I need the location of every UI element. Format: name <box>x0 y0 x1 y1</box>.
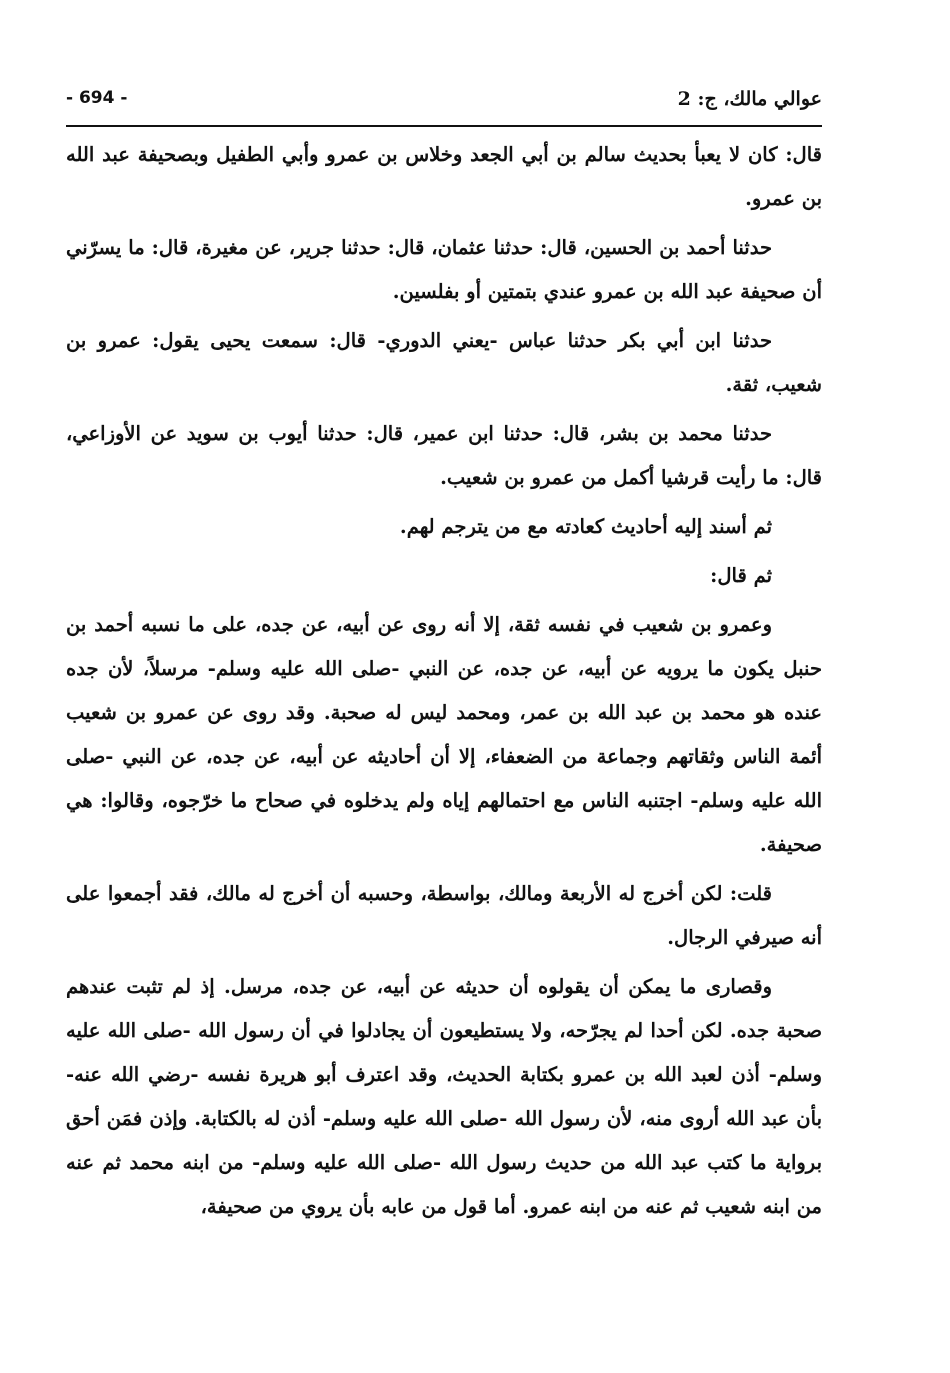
paragraph: وعمرو بن شعيب في نفسه ثقة، إلا أنه روى عن أبيه، عن جده، على ما نسبه أحمد بن حنبل يكون ما يرويه عن أبيه، عن جده، عن النبي -صلى الله عليه وسلم- مرسلاً، لأن جده عنده هو محمد بن عبد الله بن عمر، ومحمد ليس له صحبة. وقد روى عن عمرو بن شعيب أئمة الناس وثقاتهم وجماعة من الضعفاء، إلا أن أحاديثه عن أبيه، عن جده، عن النبي -صلى الله عليه وسلم- اجتنبه الناس مع احتمالهم إياه ولم يدخلوه في صحاح ما خرّجوه، وقالوا: هي صحيفة. <box>66 613 822 856</box>
page-number: - 694 - <box>66 88 128 108</box>
body-text <box>66 133 822 1234</box>
paragraph: حدثنا محمد بن بشر، قال: حدثنا ابن عمير، قال: حدثنا أيوب بن سويد عن الأوزاعي، قال: ما رأيت قرشيا أكمل من عمرو بن شعيب. <box>66 422 822 489</box>
paragraph: حدثنا أحمد بن الحسين، قال: حدثنا عثمان، قال: حدثنا جرير، عن مغيرة، قال: ما يسرّني أن صحيفة عبد الله بن عمرو عندي بتمتين أو بفلسين. <box>66 236 822 303</box>
paragraph: حدثنا ابن أبي بكر حدثنا عباس -يعني الدوري- قال: سمعت يحيى يقول: عمرو بن شعيب، ثقة. <box>66 329 822 396</box>
header-divider <box>66 125 822 127</box>
paragraph: وقصارى ما يمكن أن يقولوه أن حديثه عن أبيه، عن جده، مرسل. إذ لم تثبت عندهم صحبة جده. لكن أحدا لم يجرّحه، ولا يستطيعون أن يجادلوا في أن رسول الله -صلى الله عليه وسلم- أذن لعبد الله بن عمرو بكتابة الحديث، وقد اعترف أبو هريرة نفسه -رضي الله عنه- بأن عبد الله أروى منه، لأن رسول الله -صلى الله عليه وسلم- أذن له بالكتابة. وإذن فمَن أحق برواية ما كتب عبد الله من حديث رسول الله -صلى الله عليه وسلم- من ابنه محمد ثم عنه من ابنه شعيب ثم عنه من ابنه عمرو. أما قول من عابه بأن يروي من صحيفة، <box>66 975 822 1218</box>
paragraph: قال: كان لا يعبأ بحديث سالم بن أبي الجعد وخلاس بن عمرو وأبي الطفيل وبصحيفة عبد الله بن عمرو. <box>66 143 822 210</box>
page-header <box>66 84 822 124</box>
running-title: عوالي مالك، ج: 2 <box>677 88 822 110</box>
paragraph: ثم قال: <box>710 564 772 587</box>
paragraph: ثم أسند إليه أحاديث كعادته مع من يترجم لهم. <box>399 515 772 538</box>
paragraph: قلت: لكن أخرج له الأربعة ومالك، بواسطة، وحسبه أن أخرج له مالك، فقد أجمعوا على أنه صيرفي الرجال. <box>66 882 822 949</box>
